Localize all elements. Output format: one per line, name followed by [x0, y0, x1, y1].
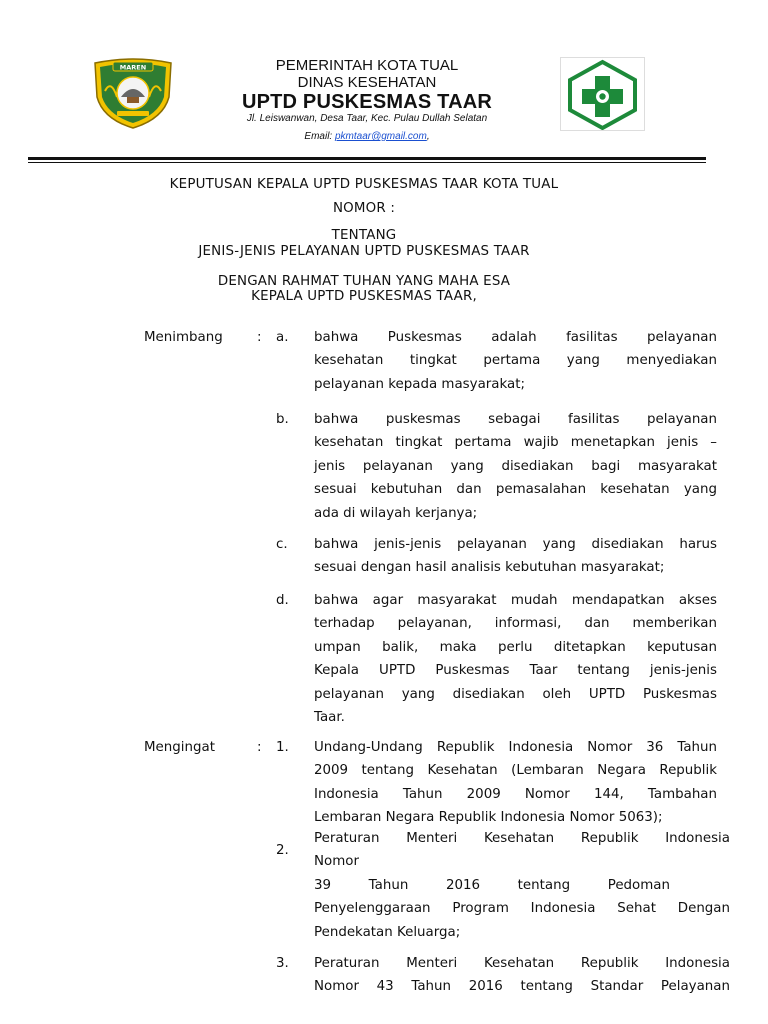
menimbang-item-d: bahwa agar masyarakat mudah mendapatkan akses terhadap pelayanan, informasi, dan memberikan umpan balik, maka perlu ditetapkan keputusan Kepala UPTD Puskesmas Taar tentang jenis-jenis pelayanan yang disediakan oleh UPTD Puskesmas Taar.: [314, 593, 717, 726]
letterhead-divider-thick: [28, 157, 706, 160]
mengingat-label: Mengingat: [144, 740, 215, 755]
mengingat-item-3: Peraturan Menteri Kesehatan Republik Indonesia Nomor 43 Tahun 2016 tentang Standar Pelayanan: [314, 956, 730, 995]
email-suffix: ,: [426, 131, 430, 142]
email-label: Email:: [304, 131, 335, 142]
email-link[interactable]: pkmtaar@gmail.com: [334, 131, 427, 142]
mengingat-marker-1: 1.: [276, 740, 289, 755]
department-name: DINAS KESEHATAN: [297, 74, 437, 91]
institution-name: UPTD PUSKESMAS TAAR: [241, 91, 493, 113]
menimbang-item-c: bahwa jenis-jenis pelayanan yang disediakan harus sesuai dengan hasil analisis kebutuhan masyarakat;: [314, 537, 717, 576]
letterhead-divider-thin: [28, 162, 706, 163]
menimbang-marker-c: c.: [276, 537, 288, 552]
decree-about: TENTANG: [331, 228, 397, 243]
menimbang-item-a: bahwa Puskesmas adalah fasilitas pelayanan kesehatan tingkat pertama yang menyediakan pelayanan kepada masyarakat;: [314, 330, 717, 392]
emblem-label: MAREN: [119, 63, 147, 72]
email-line: [0, 131, 734, 142]
government-name: PEMERINTAH KOTA TUAL: [275, 57, 459, 74]
decree-title: KEPUTUSAN KEPALA UPTD PUSKESMAS TAAR KOTA TUAL: [169, 177, 559, 192]
decree-subject: JENIS-JENIS PELAYANAN UPTD PUSKESMAS TAAR: [198, 244, 530, 259]
decree-grace: DENGAN RAHMAT TUHAN YANG MAHA ESA: [217, 274, 511, 289]
mengingat-item-2: Peraturan Menteri Kesehatan Republik Indonesia Nomor 39 Tahun 2016 tentang Pedoman Penyelenggaraan Program Indonesia Sehat Dengan Pendekatan Keluarga;: [314, 831, 730, 940]
mengingat-colon: :: [257, 740, 262, 755]
menimbang-marker-d: d.: [276, 593, 289, 608]
mengingat-marker-3: 3.: [276, 956, 289, 971]
institution-address: Jl. Leiswanwan, Desa Taar, Kec. Pulau Dullah Selatan: [246, 113, 488, 124]
menimbang-item-b: bahwa puskesmas sebagai fasilitas pelayanan kesehatan tingkat pertama wajib menetapkan jenis – jenis pelayanan yang disediakan bagi masyarakat sesuai kebutuhan dan pemasalahan kesehatan yang ada di wilayah kerjanya;: [314, 412, 717, 521]
puskesmas-logo: [560, 57, 645, 131]
menimbang-marker-b: b.: [276, 412, 289, 427]
menimbang-label: Menimbang: [144, 330, 223, 345]
menimbang-colon: :: [257, 330, 262, 345]
menimbang-marker-a: a.: [276, 330, 289, 345]
decree-head: KEPALA UPTD PUSKESMAS TAAR,: [251, 289, 477, 304]
mengingat-item-1: Undang-Undang Republik Indonesia Nomor 36 Tahun 2009 tentang Kesehatan (Lembaran Negara Republik Indonesia Tahun 2009 Nomor 144, Tambahan Lembaran Negara Republik Indonesia Nomor 5063);: [314, 740, 717, 826]
mengingat-marker-2: 2.: [276, 843, 289, 858]
decree-number: NOMOR :: [332, 201, 396, 216]
